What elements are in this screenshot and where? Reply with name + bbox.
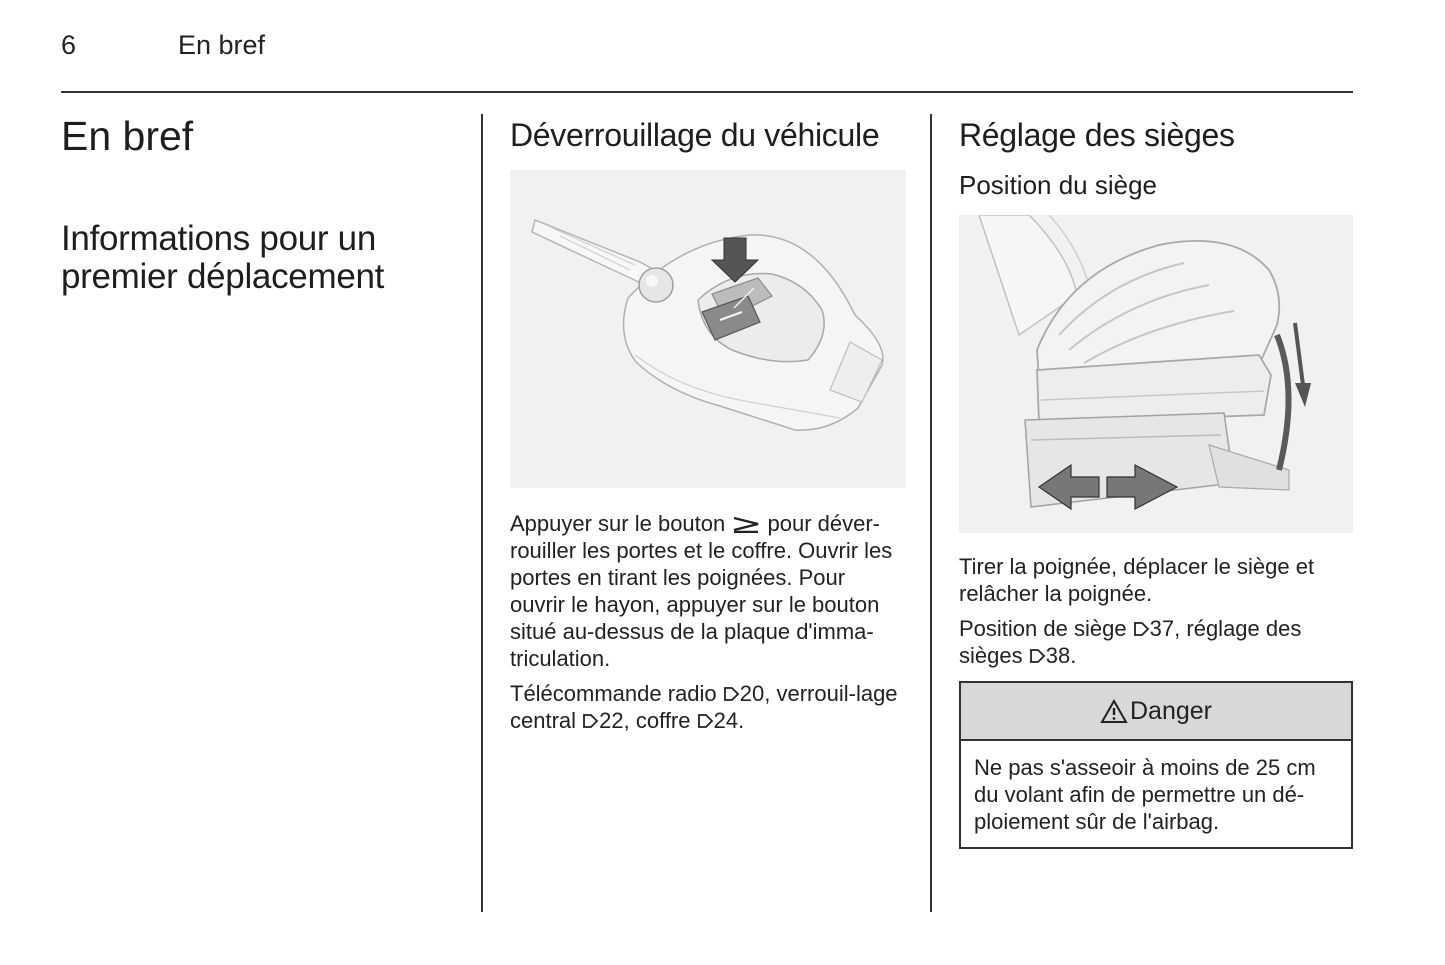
unlock-button-symbol bbox=[731, 515, 761, 533]
danger-body: Ne pas s'asseoir à moins de 25 cm du volant afin de permettre un dé-ploiement sûr de l'airbag. bbox=[974, 755, 1316, 834]
column-2 bbox=[510, 112, 906, 734]
ref-text-end: . bbox=[738, 708, 745, 733]
ref-text-end: . bbox=[1070, 643, 1077, 668]
danger-header bbox=[961, 683, 1351, 741]
page-number: 6 bbox=[61, 30, 77, 60]
car-key-unlock-illustration bbox=[510, 170, 906, 488]
cross-reference-icon bbox=[723, 686, 740, 702]
warning-triangle-icon bbox=[1100, 699, 1128, 724]
unlock-references bbox=[510, 680, 906, 734]
ref-page-seat-adjust[interactable]: 38 bbox=[1045, 643, 1071, 668]
column-3 bbox=[959, 112, 1353, 849]
seat-references bbox=[959, 615, 1353, 669]
cross-reference-icon bbox=[697, 713, 714, 729]
seat-adjustment-illustration bbox=[959, 215, 1353, 533]
section-title-first-trip: Informations pour un premier déplacement bbox=[61, 219, 385, 296]
danger-title: Danger bbox=[1130, 696, 1212, 725]
ref-text-central-lock: , verrouil-lage central bbox=[510, 681, 898, 733]
danger-box bbox=[959, 681, 1353, 849]
unlock-text-start: Appuyer sur le bouton bbox=[510, 511, 732, 536]
running-title: En bref bbox=[178, 30, 266, 60]
ref-text-remote: Télécommande radio bbox=[510, 681, 723, 706]
ref-text-boot: , coffre bbox=[623, 708, 697, 733]
seat-instructions: Tirer la poignée, déplacer le siège et relâcher la poignée. bbox=[959, 554, 1315, 606]
section-title-unlocking: Déverrouillage du véhicule bbox=[510, 117, 880, 153]
cross-reference-icon bbox=[582, 713, 599, 729]
ref-page-central-lock[interactable]: 22 bbox=[599, 708, 624, 733]
ref-page-seat-position[interactable]: 37 bbox=[1149, 616, 1175, 641]
column-divider-2 bbox=[930, 114, 932, 912]
unlock-text-end: pour déver-rouiller les portes et le coffre. Ouvrir les portes en tirant les poignées. Pour ouvrir le hayon, appuyer sur le bouton situé au-dessus de la plaque d'imma-triculation. bbox=[510, 511, 893, 671]
column-1 bbox=[61, 112, 461, 296]
section-title-seat-adjustment: Réglage des sièges bbox=[959, 117, 1235, 153]
subsection-title-seat-position: Position du siège bbox=[959, 170, 1158, 200]
ref-text-seat-adjust: , réglage des sièges bbox=[959, 616, 1302, 668]
unlock-instructions bbox=[510, 510, 906, 672]
cross-reference-icon bbox=[1029, 648, 1046, 664]
header-rule bbox=[61, 91, 1353, 93]
ref-page-boot[interactable]: 24 bbox=[713, 708, 739, 733]
column-divider-1 bbox=[481, 114, 483, 912]
ref-page-remote[interactable]: 20 bbox=[739, 681, 765, 706]
ref-text-seat-position: Position de siège bbox=[959, 616, 1133, 641]
chapter-title: En bref bbox=[61, 113, 194, 159]
cross-reference-icon bbox=[1133, 621, 1150, 637]
